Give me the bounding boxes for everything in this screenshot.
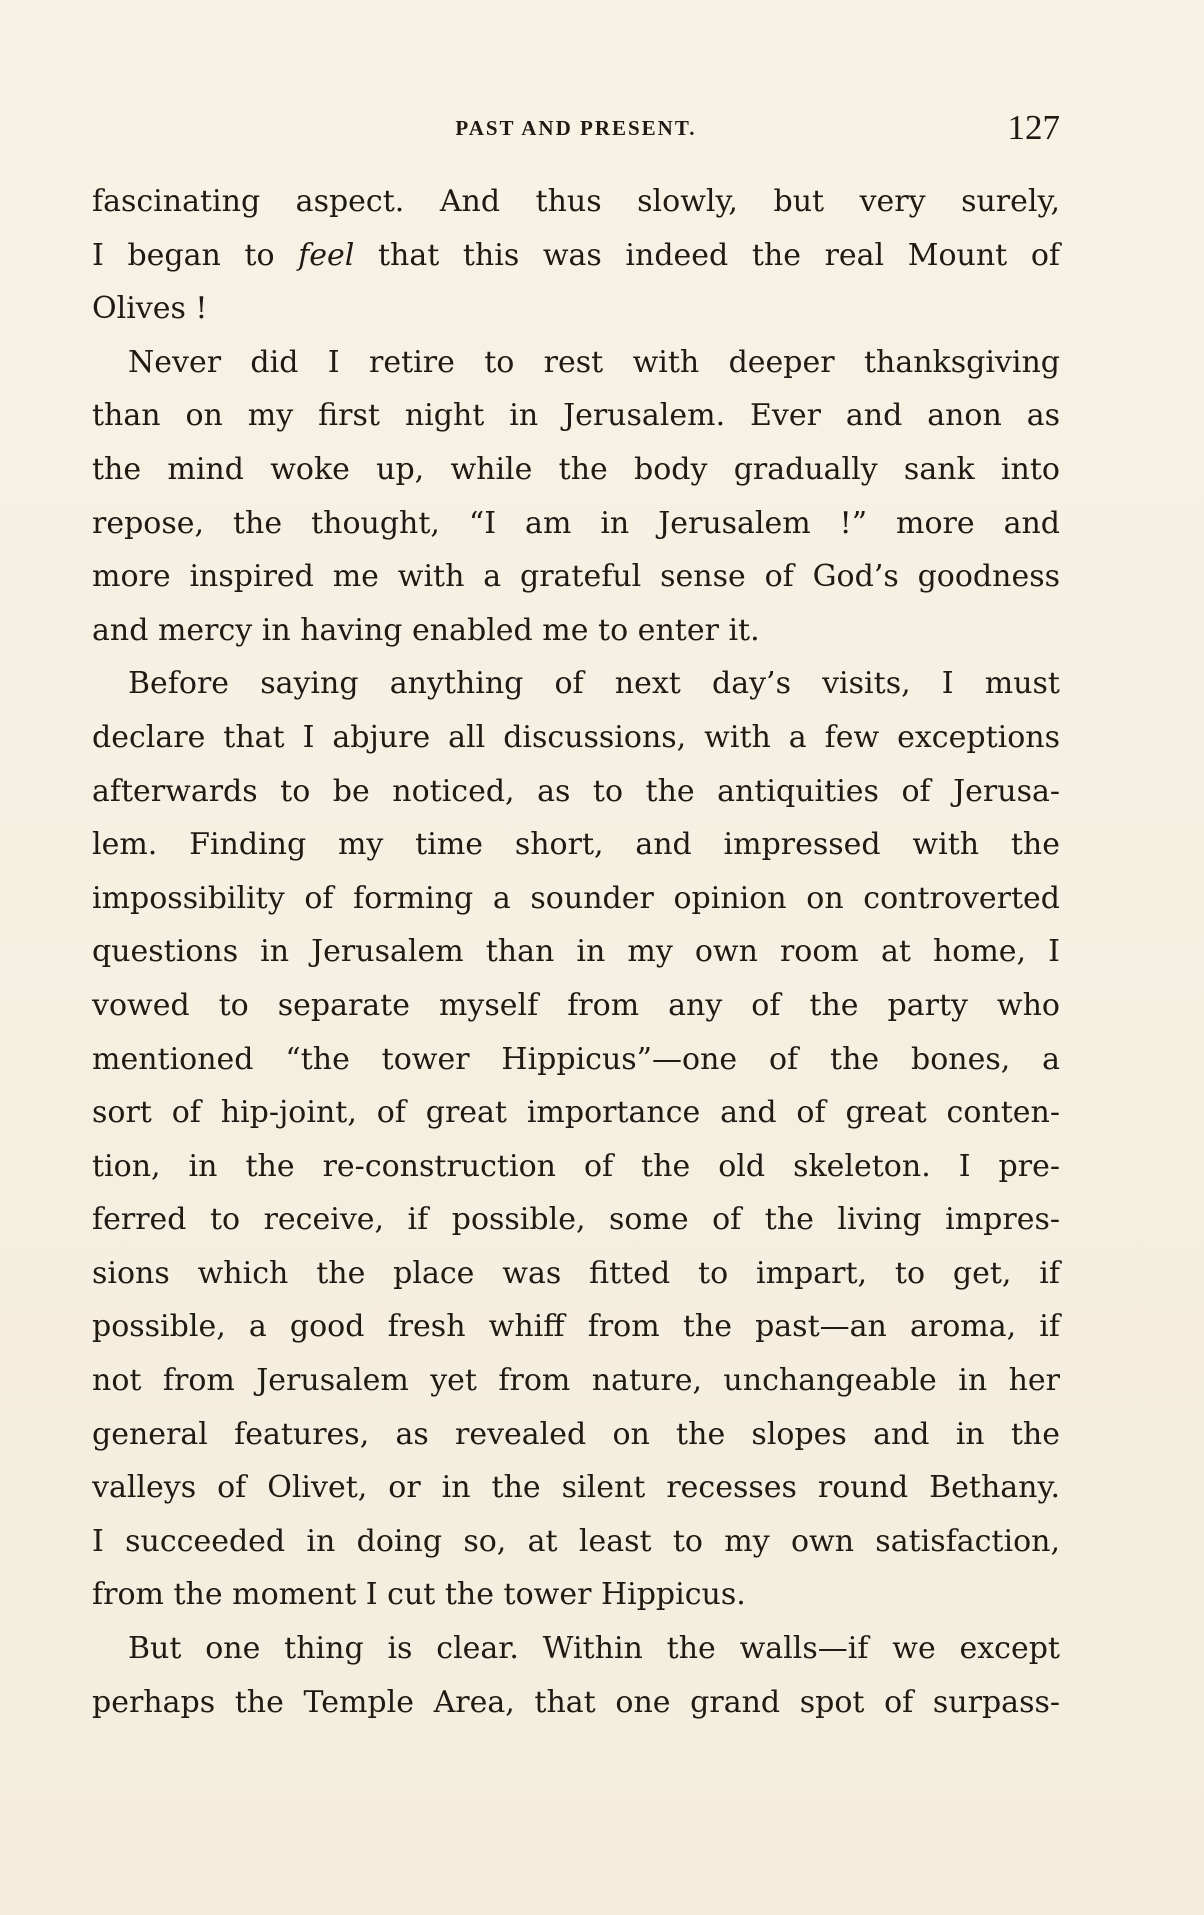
emphasized-word: feel [298,237,355,273]
page-number: 127 [1007,108,1060,147]
text-line: repose, the thought, “I am in Jerusalem !” more and [92,505,1060,541]
running-head: PAST AND PRESENT. [455,116,697,140]
text-line: But one thing is clear. Within the walls—if we except [128,1631,1060,1667]
line-text-segment: I began to [92,237,299,273]
line-text-segment: that this was indeed the real Mount of [354,237,1060,273]
text-line: Olives ! [92,291,208,327]
text-line: not from Jerusalem yet from nature, unchangeable in her [92,1363,1060,1399]
text-line: questions in Jerusalem than in my own room at home, I [92,934,1060,970]
text-line: from the moment I cut the tower Hippicus. [92,1577,746,1613]
text-line: declare that I abjure all discussions, with a few exceptions [92,719,1060,755]
page-header [92,108,1060,152]
text-line: mentioned “the tower Hippicus”—one of the bones, a [92,1041,1060,1077]
text-line: sions which the place was fitted to impart, to get, if [92,1255,1060,1291]
text-line: fascinating aspect. And thus slowly, but very surely, [92,184,1060,219]
text-line: ferred to receive, if possible, some of the living impres- [92,1202,1060,1238]
text-line [92,229,1060,283]
text-line: more inspired me with a grateful sense of God’s goodness [92,559,1060,595]
text-line: I succeeded in doing so, at least to my own satisfaction, [92,1523,1060,1559]
text-line: and mercy in having enabled me to enter it. [92,612,760,648]
text-line: tion, in the re-construction of the old skeleton. I pre- [92,1148,1060,1184]
text-line: afterwards to be noticed, as to the antiquities of Jerusa- [92,773,1060,809]
text-line: valleys of Olivet, or in the silent recesses round Bethany. [92,1470,1060,1506]
text-line: lem. Finding my time short, and impressed with the [92,827,1060,863]
text-line: possible, a good fresh whiff from the past—an aroma, if [92,1309,1060,1345]
text-line: the mind woke up, while the body gradually sank into [92,451,1060,487]
text-line: Never did I retire to rest with deeper thanksgiving [128,344,1060,380]
body-text [92,175,1060,1729]
text-line: impossibility of forming a sounder opinion on controverted [92,880,1060,916]
text-line: Before saying anything of next day’s visits, I must [128,666,1060,702]
text-line: vowed to separate myself from any of the party who [92,987,1060,1023]
text-line: than on my first night in Jerusalem. Ever and anon as [92,398,1060,434]
text-line: general features, as revealed on the slopes and in the [92,1416,1060,1452]
text-line: perhaps the Temple Area, that one grand spot of surpass- [92,1684,1060,1720]
text-line: sort of hip-joint, of great importance and of great conten- [92,1095,1060,1131]
